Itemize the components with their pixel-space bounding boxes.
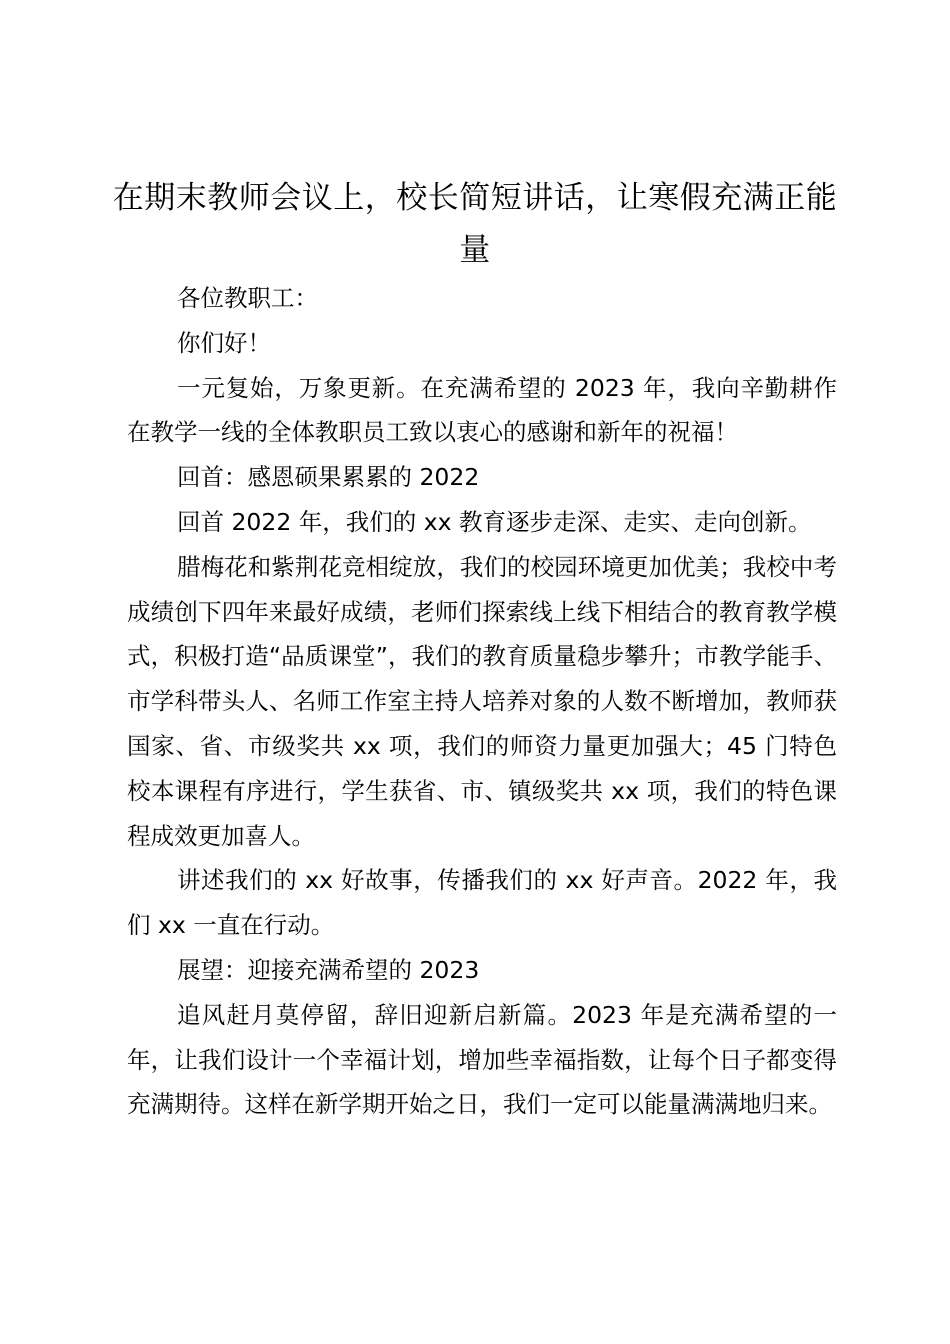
greeting: 你们好！ [177, 328, 271, 357]
section-heading-outlook: 展望：迎接充满希望的 2023 [177, 955, 480, 984]
document-title: 在期末教师会议上，校长简短讲话，让寒假充满正能量 [112, 180, 838, 268]
story-paragraph: 讲述我们的 xx 好故事，传播我们的 xx 好声音。2022 年，我们 xx 一直在行动。 [127, 866, 837, 940]
section-heading-review: 回首：感恩硕果累累的 2022 [177, 463, 480, 492]
document-body [127, 276, 837, 1127]
achievements-paragraph: 腊梅花和紫荆花竞相绽放，我们的校园环境更加优美；我校中考成绩创下四年来最好成绩，老师们探索线上线下相结合的教育教学模式，积极打造“品质课堂”，我们的教育质量稳步攀升；市教学能手、市学科带头人、名师工作室主持人培养对象的人数不断增加，教师获国家、省、市级奖共 xx 项，我们的师资力量更加强大；45 门特色校本课程有序进行，学生获省、市、镇级奖共 xx 项，我们的特色课程成效更加喜人。 [127, 552, 837, 850]
closing-paragraph: 追风赶月莫停留，辞旧迎新启新篇。2023 年是充满希望的一年，让我们设计一个幸福计划，增加些幸福指数，让每个日子都变得充满期待。这样在新学期开始之日，我们一定可以能量满满地归来。 [127, 1000, 837, 1119]
review-intro-paragraph: 回首 2022 年，我们的 xx 教育逐步走深、走实、走向创新。 [177, 507, 812, 536]
opening-paragraph: 一元复始，万象更新。在充满希望的 2023 年，我向辛勤耕作在教学一线的全体教职员工致以衷心的感谢和新年的祝福！ [127, 373, 837, 447]
salutation: 各位教职工： [177, 284, 318, 312]
